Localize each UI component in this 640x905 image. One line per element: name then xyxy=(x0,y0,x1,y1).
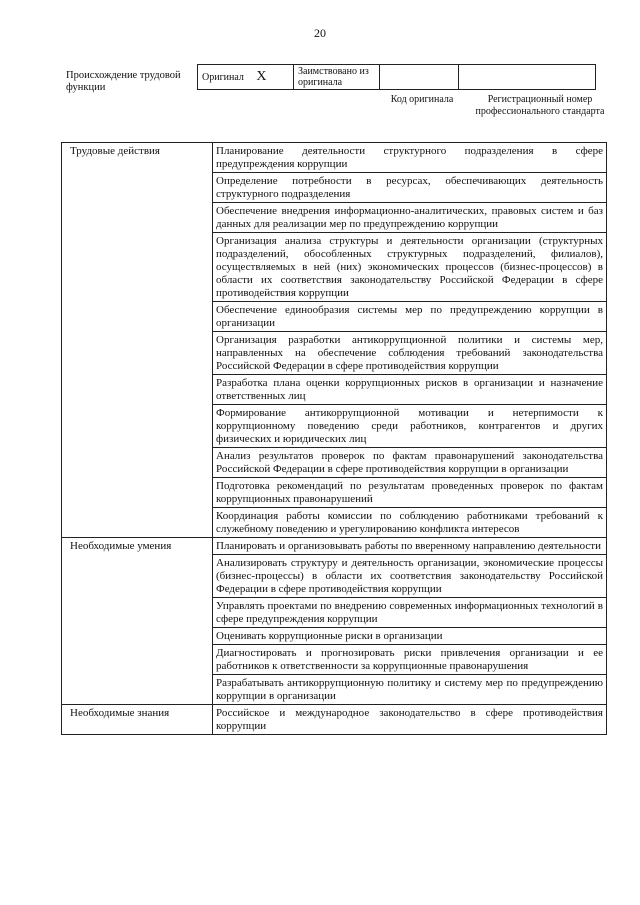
origin-table xyxy=(197,64,596,90)
original-mark: X xyxy=(256,69,267,84)
section-label: Необходимые умения xyxy=(62,538,213,705)
section-item: Обеспечение внедрения информационно-аналитических, правовых систем и баз данных для реализации мер по предупреждению коррупции xyxy=(213,203,607,233)
section-item: Диагностировать и прогнозировать риски привлечения организации и ее работников к ответственности за коррупционные правонарушения xyxy=(213,645,607,675)
section-item: Организация разработки антикоррупционной политики и системы мер, направленных на обеспечение соблюдения требований законодательства Российской Федерации в сфере противодействия коррупции xyxy=(213,332,607,375)
section-item: Обеспечение единообразия системы мер по предупреждению коррупции в организации xyxy=(213,302,607,332)
section-item: Организация анализа структуры и деятельности организации (структурных подразделений, обособленных структурных подразделений, филиалов), осуществляемых в ней (них) экономических процессов (бизнес-процессов) в области их соответствия законодательству Российской Федерации в сфере противодействия коррупции xyxy=(213,233,607,302)
section-item: Координация работы комиссии по соблюдению работниками требований к служебному поведению и урегулированию конфликта интересов xyxy=(213,508,607,538)
page-number: 20 xyxy=(314,26,326,40)
section-item: Планирование деятельности структурного подразделения в сфере предупреждения коррупции xyxy=(213,143,607,173)
section-item: Формирование антикоррупционной мотивации и нетерпимости к коррупционному поведению среди работников, контрагентов и других физических и юридических лиц xyxy=(213,405,607,448)
table-row xyxy=(62,538,607,555)
section-item: Разработка плана оценки коррупционных рисков в организации и назначение ответственных лиц xyxy=(213,375,607,405)
section-item: Разрабатывать антикоррупционную политику и систему мер по предупреждению коррупции в организации xyxy=(213,675,607,705)
function-table xyxy=(61,142,607,735)
section-item: Оценивать коррупционные риски в организации xyxy=(213,628,607,645)
section-item: Российское и международное законодательство в сфере противодействия коррупции xyxy=(213,705,607,735)
origin-label: Происхождение трудовой функции xyxy=(66,70,181,93)
section-item: Управлять проектами по внедрению современных информационных технологий в сфере предупреждения коррупции xyxy=(213,598,607,628)
original-cell xyxy=(198,65,294,90)
section-item: Планировать и организовывать работы по вверенному направлению деятельности xyxy=(213,538,607,555)
original-label: Оригинал xyxy=(202,72,244,83)
section-item: Анализ результатов проверок по фактам правонарушений законодательства Российской Федерации в сфере противодействия коррупции в организации xyxy=(213,448,607,478)
section-item: Анализировать структуру и деятельность организации, экономические процессы (бизнес-процессы) в области их соответствия законодательству Российской Федерации в сфере противодействия коррупции xyxy=(213,555,607,598)
code-caption: Код оригинала xyxy=(390,94,454,105)
original-code-cell xyxy=(380,65,459,90)
section-label: Трудовые действия xyxy=(62,143,213,538)
registration-caption: Регистрационный номер профессионального стандарта xyxy=(475,94,605,117)
table-row xyxy=(62,705,607,735)
registration-number-cell xyxy=(459,65,596,90)
section-item: Определение потребности в ресурсах, обеспечивающих деятельность структурного подразделения xyxy=(213,173,607,203)
borrowed-cell: Заимствовано из оригинала xyxy=(294,65,380,90)
table-row xyxy=(62,143,607,173)
section-item: Подготовка рекомендаций по результатам проведенных проверок по фактам коррупционных правонарушений xyxy=(213,478,607,508)
section-label: Необходимые знания xyxy=(62,705,213,735)
